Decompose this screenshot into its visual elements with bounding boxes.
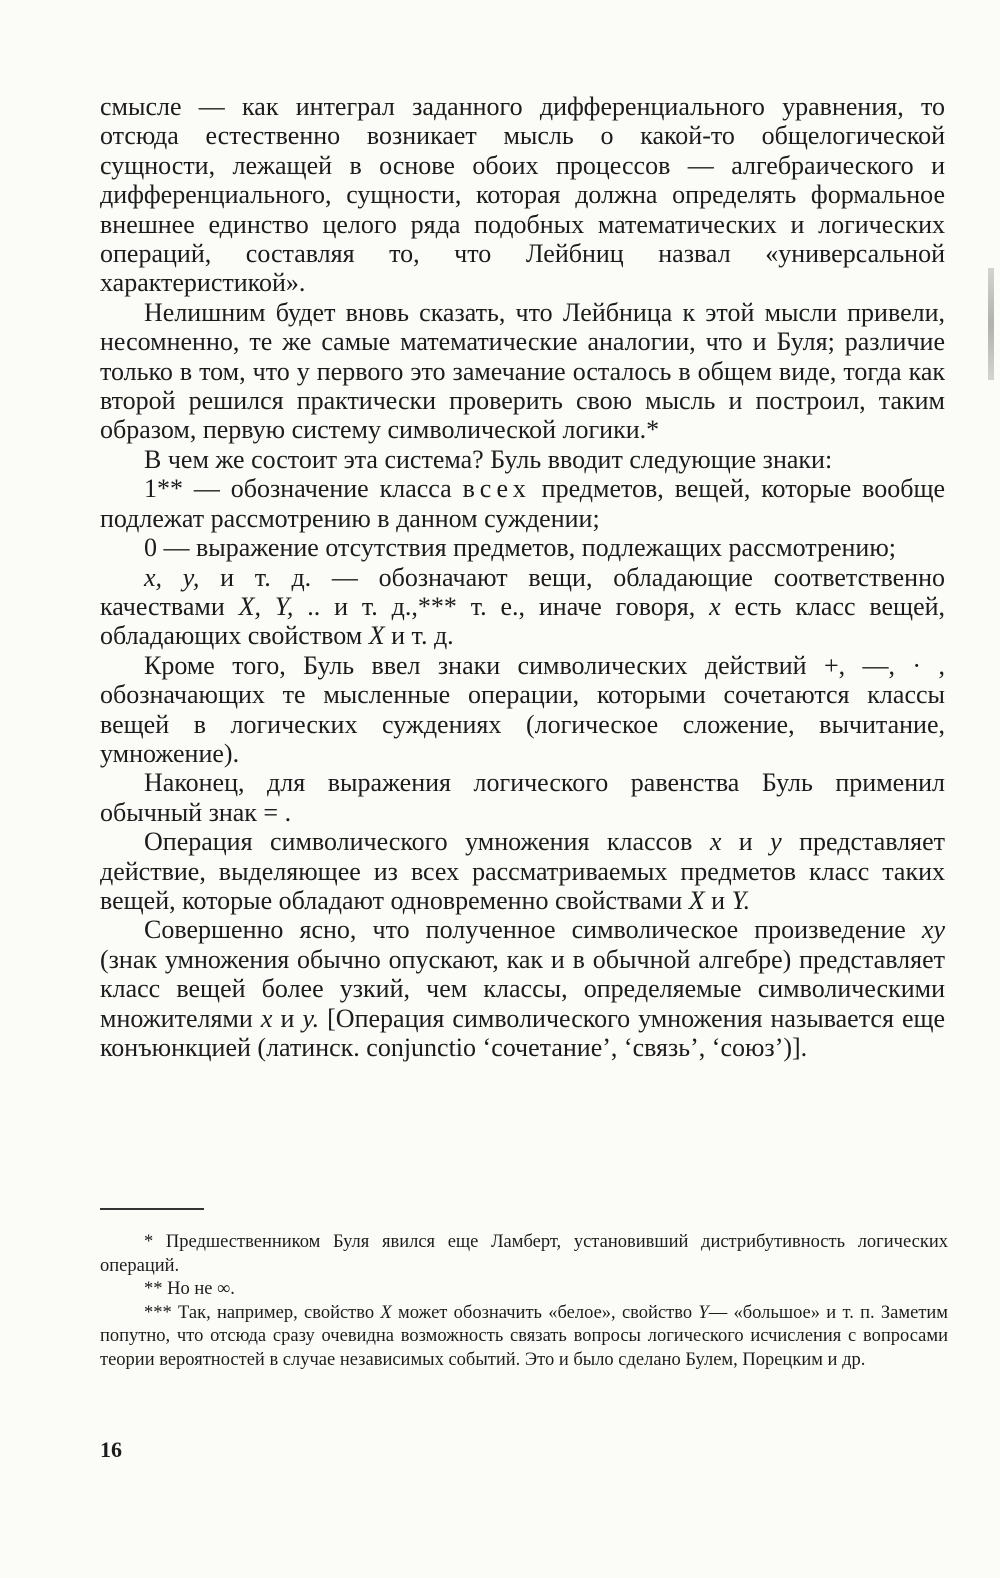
p6-qualities: X, Y, [238, 591, 294, 621]
paragraph-9 [100, 827, 945, 915]
p10-text-c: [Операция символического умножения называется еще конъюнкцией (латинск. conjunctio ‘сочетание’, ‘связь’, ‘союз’)]. [100, 1003, 946, 1062]
p6-vars: x, y, [144, 562, 200, 592]
scan-edge-mark [988, 268, 994, 380]
p6-text-c: есть класс вещей, обладающих свойством [100, 591, 946, 651]
p9-text-a: Операция символического умножения классов [144, 827, 693, 857]
footnote-separator [100, 1208, 204, 1210]
p9-and-1: и [738, 827, 753, 857]
fn3-text-a: *** Так, например, свойство [144, 1302, 375, 1323]
p9-var-y: y [770, 827, 782, 857]
fn3-text-c: — «большое» и т. п. Заметим попутно, что отсюда сразу очевидна возможность связать вопросы логического исчисления с вопросами теории вероятностей в случае независимых событий. Это и было сделано Булем, Порецким и др. [100, 1302, 949, 1370]
paragraph-5: 0 — выражение отсутствия предметов, подлежащих рассмотрению; [144, 533, 896, 563]
p9-and-2: и [711, 885, 726, 915]
paragraph-3: В чем же состоит эта система? Буль вводит следующие знаки: [144, 444, 833, 474]
p6-text-a: и т. д. — обозначают вещи, обладающие соответственно качествами [100, 562, 945, 621]
fn3-var-X: X [380, 1302, 392, 1323]
p6-var-X: X [368, 621, 385, 651]
p6-text-d: и т. д. [391, 621, 454, 651]
p10-text-a: Совершенно ясно, что полученное символическое произведение [144, 915, 906, 945]
paragraph-2: Нелишним будет вновь сказать, что Лейбница к этой мысли привели, несомненно, те же самые математические аналогии, что и Буля; различие только в том, что у первого это замечание осталось в общем виде, тогда как второй решился практически проверить свою мысль и построил, таким образом, первую систему символической логики.* [100, 297, 945, 445]
p10-var-x: x [260, 1003, 273, 1033]
p10-and: и [280, 1003, 295, 1033]
p10-var-y: y. [302, 1003, 320, 1033]
page-number: 16 [100, 1437, 122, 1462]
p6-text-b: .. и т. д.,*** т. е., иначе говоря, [307, 591, 696, 621]
p9-var-Y: Y. [731, 885, 751, 915]
main-text [100, 92, 945, 1062]
footnotes [100, 1231, 948, 1373]
p4-spaced-word: всех [462, 474, 531, 504]
p9-var-X: X [688, 885, 705, 915]
paragraph-4 [100, 474, 945, 533]
footnote-1: * Предшественником Буля явился еще Ламберт, установивший дистрибутивность логических операций. [100, 1232, 948, 1276]
p9-text-b: представляет действие, выделяющее из всех рассматриваемых предметов класс таких вещей, которые обладают одновременно свойствами [100, 827, 946, 915]
paragraph-8: Наконец, для выражения логического равенства Буль применил обычный знак = . [100, 768, 945, 827]
fn3-var-Y: Y [698, 1302, 709, 1323]
footnote-3 [100, 1302, 948, 1373]
paragraph-6 [100, 563, 945, 651]
p10-var-xy: xy [921, 915, 945, 945]
p9-var-x: x [709, 827, 722, 857]
paragraph-1: смысле — как интеграл заданного дифференциального уравнения, то отсюда естественно возникает мысль о какой-то общелогической сущности, лежащей в основе обоих процессов — алгебраического и дифференциального, сущности, которая должна определять формальное внешнее единство целого ряда подобных математических и логических операций, составляя то, что Лейбниц назвал «универсальной характеристикой». [100, 92, 945, 298]
p6-var-x: x [709, 591, 721, 621]
footnote-2: ** Но не ∞. [144, 1279, 235, 1300]
p4-text-b: предметов, вещей, которые вообще подлежат рассмотрению в данном суждении; [100, 474, 946, 533]
fn3-text-b: может обозначить «белое», свойство [398, 1302, 693, 1323]
p10-text-b: (знак умножения обычно опускают, как и в обычной алгебре) представляет класс вещей более узкий, чем классы, определяемые символическими множителями [100, 944, 945, 1033]
paragraph-10 [100, 915, 945, 1062]
p4-text-a: 1** — обозначение класса [144, 474, 452, 504]
paragraph-7: Кроме того, Буль ввел знаки символических действий +, —, · , обозначающих те мысленные операции, которыми сочетаются классы вещей в логических суждениях (логическое сложение, вычитание, умножение). [100, 650, 945, 768]
